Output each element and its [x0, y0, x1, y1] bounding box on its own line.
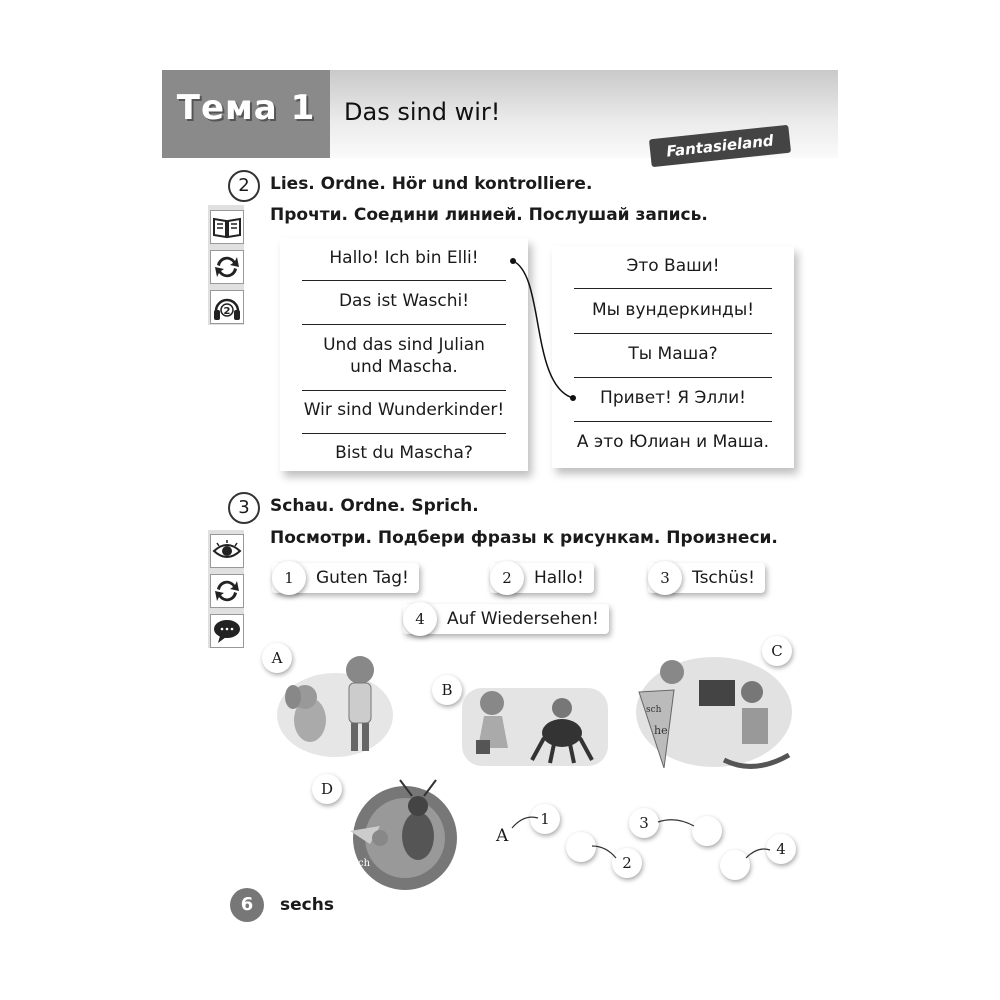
exercise-2-instruction-de: Lies. Ordne. Hör und kontrolliere. [270, 174, 593, 194]
divider [302, 280, 506, 281]
picture-label-d: D [312, 774, 342, 804]
option-number: 2 [490, 561, 524, 595]
eye-look-icon [210, 534, 244, 568]
russian-phrase-3: Ты Маша? [628, 344, 718, 364]
phrase-option-2 [490, 563, 594, 593]
answer-example-letter: A [496, 826, 509, 846]
divider [302, 433, 506, 434]
german-phrase-2: Das ist Waschi! [338, 291, 470, 311]
german-phrase-4: Wir sind Wunderkinder! [303, 400, 505, 420]
answer-bubble-4: 4 [766, 834, 796, 864]
picture-c-illustration [634, 650, 794, 780]
connector-line [590, 842, 620, 862]
read-book-icon [210, 210, 244, 244]
exercise-3-instruction-ru: Посмотри. Подбери фразы к рисункам. Произнеси. [270, 528, 778, 548]
picture-label-a: A [262, 643, 292, 673]
option-text: Tschüs! [692, 568, 755, 588]
answer-bubble-3: 3 [629, 808, 659, 838]
audio-track-number: 2 [223, 306, 231, 317]
divider [302, 324, 506, 325]
divider [574, 377, 772, 378]
page-number-word: sechs [280, 895, 334, 915]
speech-bubble-icon [210, 614, 244, 648]
picture-a-illustration [275, 645, 395, 760]
option-text: Hallo! [534, 568, 584, 588]
russian-phrase-4: Привет! Я Элли! [600, 388, 746, 408]
divider [574, 333, 772, 334]
phrase-option-1 [272, 563, 419, 593]
phrase-option-3 [648, 563, 765, 593]
russian-phrase-2: Мы вундеркинды! [591, 300, 755, 320]
page-number: 6 [230, 888, 264, 922]
option-text: Guten Tag! [316, 568, 409, 588]
brand-badge: Fantasieland [649, 125, 791, 167]
german-phrase-1: Hallo! Ich bin Elli! [329, 248, 479, 268]
order-arrows-icon [210, 250, 244, 284]
letter-blocks: ch [358, 858, 371, 869]
cone-letters: sch [646, 705, 662, 715]
cone-letters: he [654, 724, 668, 737]
german-phrase-5: Bist du Mascha? [335, 443, 473, 463]
exercise-2-number: 2 [228, 170, 260, 202]
option-number: 4 [403, 602, 437, 636]
headphones-audio-icon [210, 290, 244, 324]
exercise-2-instruction-ru: Прочти. Соедини линией. Послушай запись. [270, 205, 708, 225]
option-text: Auf Wiedersehen! [447, 609, 599, 629]
answer-example-line [510, 812, 540, 832]
option-number: 1 [272, 561, 306, 595]
divider [574, 421, 772, 422]
order-arrows-icon [210, 574, 244, 608]
picture-label-c: C [762, 636, 792, 666]
example-connection-line [505, 255, 595, 405]
german-phrases-card [280, 238, 528, 471]
option-number: 3 [648, 561, 682, 595]
russian-phrase-5: А это Юлиан и Маша. [576, 432, 770, 452]
german-phrase-3: Und das sind Julian und Mascha. [323, 335, 485, 377]
exercise-3-instruction-de: Schau. Ordne. Sprich. [270, 496, 479, 516]
picture-d-illustration [340, 776, 470, 896]
picture-b-illustration [462, 678, 608, 770]
topic-tab-label: Тема 1 [176, 88, 316, 128]
connector-line [744, 844, 772, 864]
connector-line [656, 814, 698, 834]
picture-label-b: B [432, 675, 462, 705]
answer-bubble-2: 2 [612, 848, 642, 878]
exercise-3-number: 3 [228, 492, 260, 524]
russian-phrase-1: Это Ваши! [626, 256, 720, 276]
page-title: Das sind wir! [344, 98, 501, 126]
divider [302, 390, 506, 391]
divider [574, 288, 772, 289]
answer-bubble-1: 1 [530, 804, 560, 834]
phrase-option-4 [403, 604, 609, 634]
